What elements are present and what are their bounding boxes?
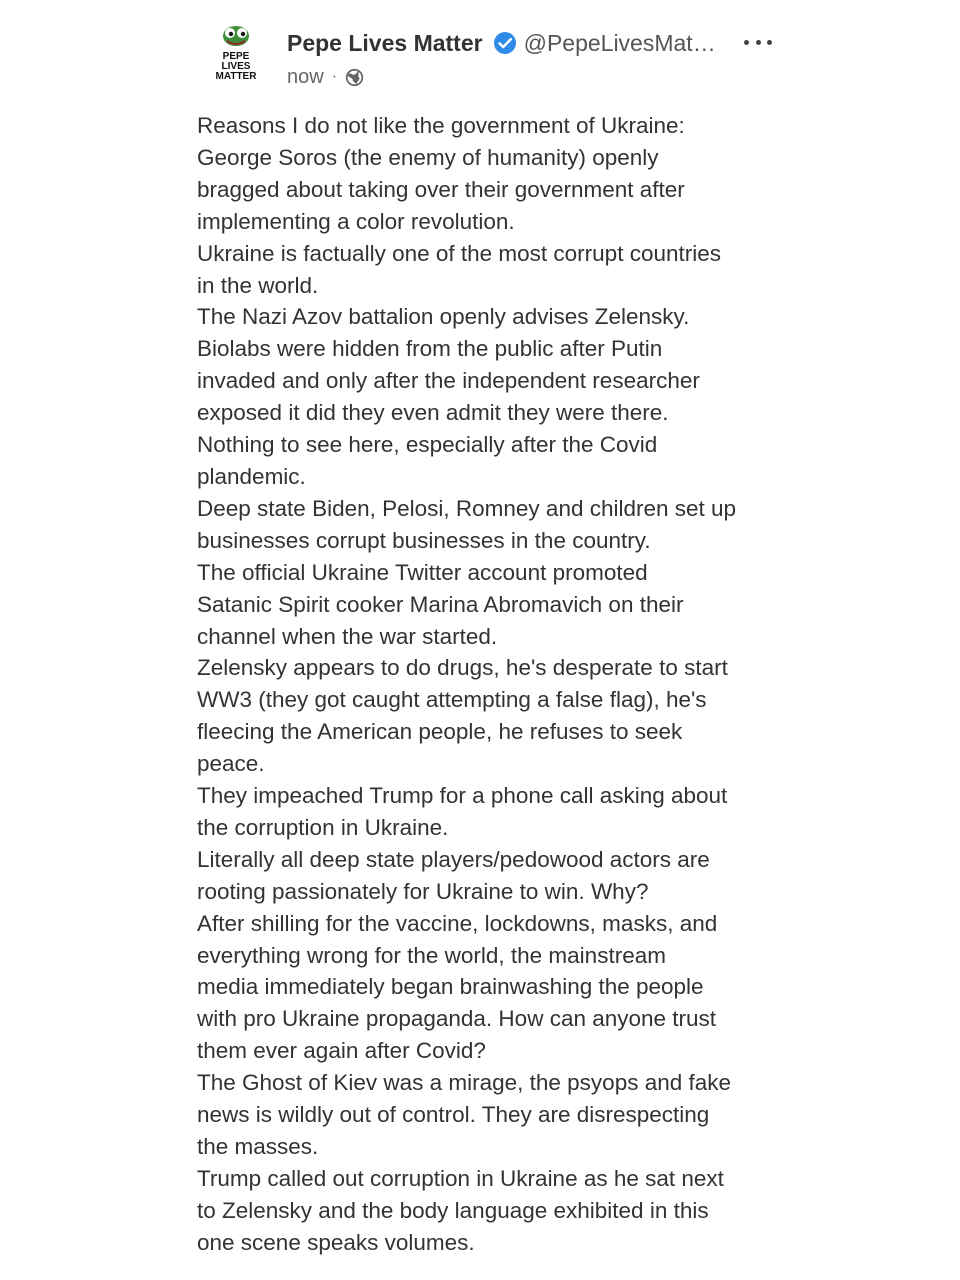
post-text-line: Nothing to see here, especially after the Covid (197, 432, 658, 458)
pepe-frog-icon (223, 26, 249, 46)
post-text-line: George Soros (the enemy of humanity) openly (197, 144, 659, 170)
post-text (197, 110, 777, 1262)
post-text-line: businesses corrupt businesses in the country. (197, 527, 651, 553)
post-text-line: Deep state Biden, Pelosi, Romney and children set up (197, 495, 737, 521)
dot-icon (767, 40, 772, 45)
post-text-line: to Zelensky and the body language exhibited in this (197, 1197, 709, 1223)
avatar-line-1: PEPE (222, 51, 250, 62)
post-text-line: Biolabs were hidden from the public after Putin (197, 336, 663, 362)
post-text-line: Satanic Spirit cooker Marina Abromavich on their (197, 591, 684, 617)
post-text-line: the corruption in Ukraine. (197, 814, 449, 840)
globe-icon (345, 68, 364, 87)
avatar-line-3: MATTER (215, 71, 257, 82)
post-text-line: They impeached Trump for a phone call asking about (197, 783, 728, 809)
post-header (212, 24, 772, 94)
avatar[interactable] (212, 24, 260, 88)
post-meta (287, 63, 364, 91)
post-text-line: The Ghost of Kiev was a mirage, the psyops and fake (197, 1070, 732, 1096)
post-text-line: Reasons I do not like the government of Ukraine: (197, 113, 685, 138)
post-text-line: one scene speaks volumes. (197, 1229, 475, 1255)
post-text-line: peace. (197, 751, 265, 777)
timestamp[interactable]: now (287, 65, 324, 88)
post-text-line: invaded and only after the independent researcher (197, 368, 700, 394)
post-text-line: After shilling for the vaccine, lockdowns, masks, and (197, 910, 718, 936)
post-text-line: WW3 (they got caught attempting a false flag), he's (197, 687, 707, 713)
author-name[interactable]: Pepe Lives Matter (287, 29, 483, 56)
post-text-line: with pro Ukraine propaganda. How can anyone trust (197, 1006, 717, 1032)
author-row (287, 26, 767, 60)
post-text-line: media immediately began brainwashing the people (197, 974, 704, 1000)
post-text-line: fleecing the American people, he refuses to seek (197, 719, 683, 745)
post-text-line: Ukraine is factually one of the most corrupt countries (197, 240, 721, 266)
dot-icon (756, 40, 761, 45)
avatar-line-2: LIVES (221, 61, 251, 72)
post-text-line: everything wrong for the world, the mainstream (197, 942, 666, 968)
author-handle[interactable]: @PepeLivesMat… (523, 29, 716, 56)
post-text-line: Zelensky appears to do drugs, he's desperate to start (197, 655, 728, 681)
post-text-line: them ever again after Covid? (197, 1038, 486, 1064)
post-text-line: exposed it did they even admit they were there. (197, 400, 669, 426)
post-text-line: plandemic. (197, 463, 306, 489)
post-text-line: implementing a color revolution. (197, 208, 515, 234)
post-text-line: rooting passionately for Ukraine to win. Why? (197, 878, 649, 904)
post-text-line: bragged about taking over their government after (197, 176, 685, 202)
post-text-line: news is wildly out of control. They are disrespecting (197, 1102, 710, 1128)
verified-badge-icon (493, 31, 517, 55)
meta-separator: · (331, 68, 338, 85)
post-text-line: Literally all deep state players/pedowood actors are (197, 846, 710, 872)
post-text-line: The Nazi Azov battalion openly advises Zelensky. (197, 304, 690, 330)
post-text-line: in the world. (197, 272, 319, 298)
more-options-icon[interactable] (744, 32, 772, 52)
post-text-line: The official Ukraine Twitter account promoted (197, 559, 648, 585)
post-text-line: the masses. (197, 1134, 319, 1159)
dot-icon (744, 40, 749, 45)
post-text-line: channel when the war started. (197, 623, 498, 649)
post-text-line: Trump called out corruption in Ukraine as he sat next (197, 1165, 724, 1191)
